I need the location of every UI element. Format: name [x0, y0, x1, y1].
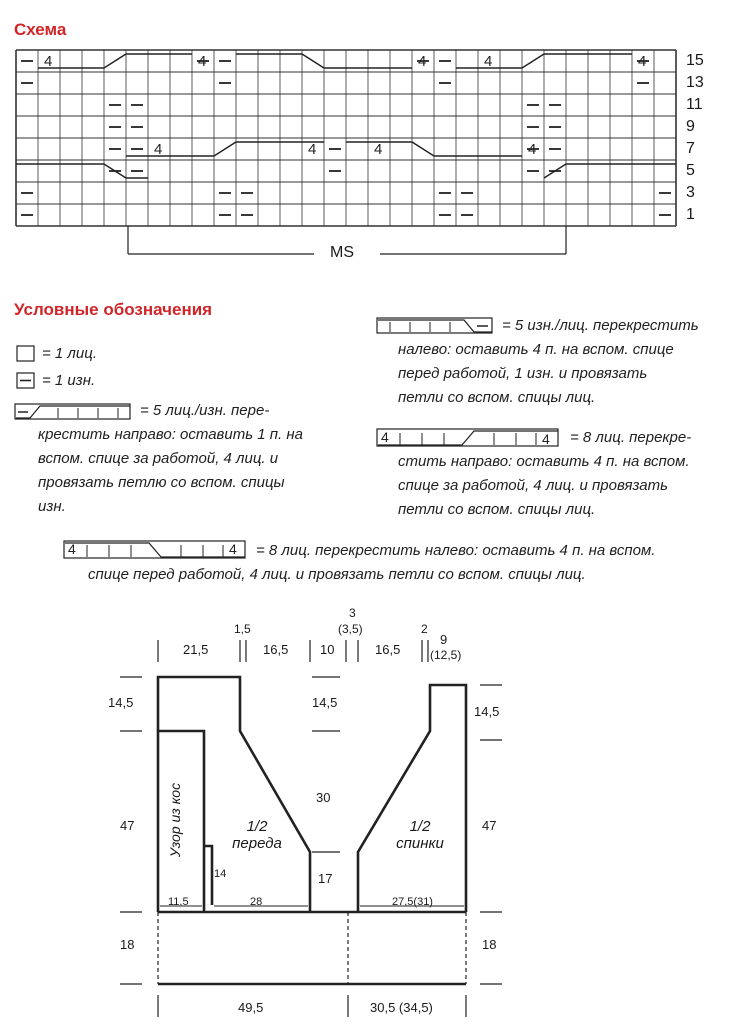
- legend-cross5-right-line: вспом. спице за работой, 4 лиц. и: [38, 450, 279, 467]
- dim-bottom: 49,5: [238, 1000, 264, 1015]
- knit-symbol-icon: [16, 345, 36, 363]
- legend-title: Условные обозначения: [14, 300, 213, 319]
- dim-right: 14,5: [474, 704, 500, 719]
- legend-purl: = 1 изн.: [42, 372, 96, 389]
- row-number: 5: [686, 162, 695, 179]
- dim-left: 47: [120, 818, 135, 833]
- legend-cross8-left-line: спице перед работой, 4 лиц. и провязать петли со вспом. спицы лиц.: [88, 566, 586, 583]
- dim-top-neck-front: 16,5: [263, 642, 289, 657]
- cable-number: 4: [374, 141, 383, 158]
- row-number: 3: [686, 184, 695, 201]
- cable-number: 4: [418, 53, 427, 70]
- legend-cross8-left: = 8 лиц. перекрестить налево: оставить 4 п. на вспом.: [256, 542, 656, 559]
- dim-bottom: 30,5 (34,5): [370, 1000, 433, 1015]
- ms-label: MS: [330, 244, 354, 261]
- dim-top-small: (3,5): [338, 622, 363, 636]
- dim-right: 47: [482, 818, 497, 833]
- front-label-text: переда: [232, 835, 282, 852]
- dim-inner: 11,5: [168, 896, 189, 908]
- legend-cross5-left-line: налево: оставить 4 п. на вспом. спице: [398, 341, 674, 358]
- dim-center: 14,5: [312, 695, 338, 710]
- cable-number: 4: [198, 53, 207, 70]
- row-number: 13: [686, 74, 704, 91]
- svg-text:4: 4: [68, 541, 76, 557]
- legend-cross5-left: = 5 изн./лиц. перекрестить: [502, 317, 699, 334]
- garment-schematic: [0, 600, 756, 1036]
- cross8-left-symbol-icon: [63, 539, 247, 561]
- legend-cross5-right-line: крестить направо: оставить 1 п. на: [38, 426, 303, 443]
- dim-top-width: 21,5: [183, 642, 209, 657]
- dim-top-neck-back: 16,5: [375, 642, 401, 657]
- back-label-fraction: 1/2: [409, 818, 431, 835]
- dim-left: 14,5: [108, 695, 134, 710]
- cable-number: 4: [44, 53, 53, 70]
- legend-cross5-right: = 5 лиц./изн. пере-: [140, 402, 270, 419]
- cross5-right-symbol-icon: [14, 402, 132, 422]
- legend-cross8-right-line: петли со вспом. спицы лиц.: [398, 501, 596, 518]
- back-label: [385, 818, 455, 852]
- dim-center: 30: [316, 790, 331, 805]
- svg-text:4: 4: [542, 431, 550, 447]
- pattern-label: Узор из кос: [167, 782, 183, 858]
- cable-number: 4: [528, 141, 537, 158]
- dim-top-small: (12,5): [430, 648, 462, 662]
- row-number: 9: [686, 118, 695, 135]
- knitting-chart: [14, 48, 754, 268]
- dim-top-shoulder: 9: [440, 632, 448, 647]
- legend-cross5-right-line: изн.: [38, 498, 66, 515]
- legend-knit: = 1 лиц.: [42, 345, 97, 362]
- cable-number: 4: [308, 141, 317, 158]
- svg-text:4: 4: [229, 541, 237, 557]
- legend-cross5-left-line: петли со вспом. спицы лиц.: [398, 389, 596, 406]
- cable-number: 4: [638, 53, 647, 70]
- purl-symbol-icon: [16, 372, 36, 390]
- dim-right: 18: [482, 937, 497, 952]
- cable-number: 4: [154, 141, 163, 158]
- legend-cross8-right-line: спице за работой, 4 лиц. и провязать: [398, 477, 669, 494]
- row-number: 7: [686, 140, 695, 157]
- back-label-text: спинки: [396, 835, 444, 852]
- dim-top-small: 1,5: [234, 622, 251, 636]
- dim-inner: 27,5(31): [392, 896, 433, 908]
- row-number: 1: [686, 206, 695, 223]
- cross5-left-symbol-icon: [376, 316, 494, 336]
- svg-text:4: 4: [381, 429, 389, 445]
- dim-inner: 28: [250, 896, 263, 908]
- row-number: 15: [686, 52, 704, 69]
- row-number: 11: [686, 96, 703, 113]
- cross8-right-symbol-icon: [376, 427, 560, 449]
- dim-left: 18: [120, 937, 135, 952]
- cable-cross-line: [38, 54, 192, 68]
- dim-center: 17: [318, 871, 333, 886]
- legend-cross8-right-line: стить направо: оставить 4 п. на вспом.: [398, 453, 690, 470]
- front-label-fraction: 1/2: [246, 818, 268, 835]
- legend-cross5-left-line: перед работой, 1 изн. и провязать: [398, 365, 648, 382]
- dim-top-small: 2: [421, 622, 428, 636]
- legend-cross8-right: = 8 лиц. перекре-: [570, 429, 692, 446]
- front-label: [222, 818, 292, 852]
- dim-top-small: 3: [349, 606, 356, 620]
- dim-top-center: 10: [320, 642, 335, 657]
- dim-inner: 14: [214, 868, 227, 880]
- cable-number: 4: [484, 53, 493, 70]
- legend-cross5-right-line: провязать петлю со вспом. спицы: [38, 474, 285, 491]
- chart-title: Схема: [14, 20, 67, 39]
